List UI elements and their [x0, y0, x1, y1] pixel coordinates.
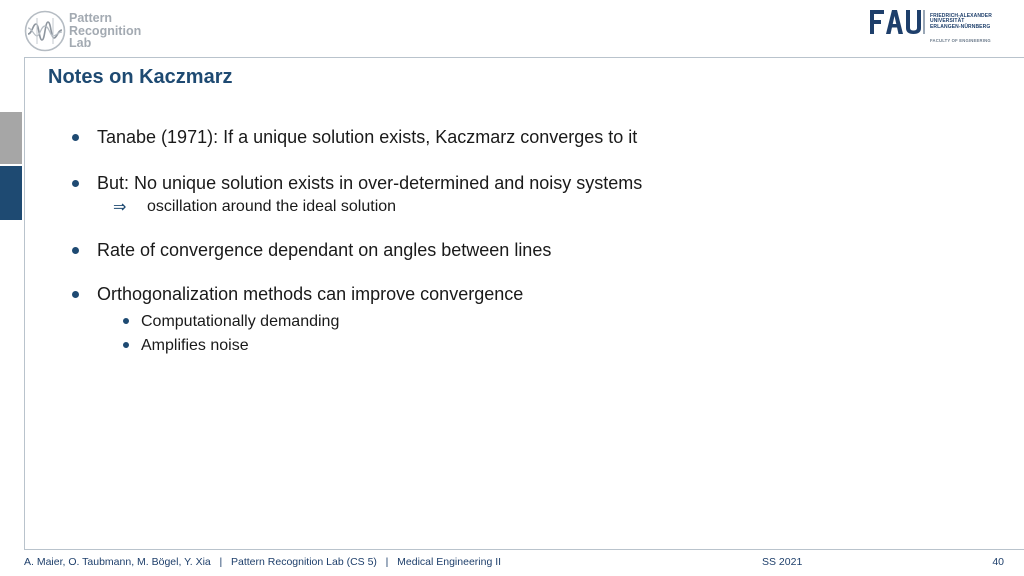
sub-bullet-item	[117, 311, 970, 332]
lab-name	[69, 12, 141, 50]
frame-top-line	[24, 57, 1024, 58]
bullet-item	[70, 126, 970, 148]
fau-name-line-2: UNIVERSITÄT	[930, 18, 965, 25]
sub-bullet-item	[117, 335, 970, 356]
fau-faculty: FACULTY OF ENGINEERING	[930, 38, 991, 43]
fau-name-line-1: FRIEDRICH-ALEXANDER	[930, 13, 992, 19]
slide-content	[70, 126, 970, 359]
bullet-dot	[72, 291, 79, 298]
implication-item	[113, 196, 970, 217]
side-tab-active	[0, 166, 22, 220]
bullet-text: Rate of convergence dependant on angles between lines	[97, 240, 552, 260]
frame-bottom-line	[24, 549, 1024, 550]
footer-semester: SS 2021	[762, 556, 803, 568]
slide-header	[0, 0, 1024, 58]
implication-text: oscillation around the ideal solution	[147, 198, 397, 215]
bullet-text: But: No unique solution exists in over-determined and noisy systems	[97, 173, 643, 193]
footer-authors: A. Maier, O. Taubmann, M. Bögel, Y. Xia | Pattern Recognition Lab (CS 5) | Medical Engineering II	[24, 556, 502, 568]
lab-name-line-3: Lab	[69, 36, 92, 50]
sub-list	[97, 311, 970, 356]
slide-footer	[24, 556, 1004, 570]
bullet-item	[70, 239, 970, 261]
bullet-text: Orthogonalization methods can improve convergence	[97, 284, 524, 304]
sub-bullet-dot	[123, 318, 129, 324]
side-tab-inactive	[0, 112, 22, 164]
sub-bullet-text: Computationally demanding	[141, 313, 340, 330]
fau-name-line-3: ERLANGEN-NÜRNBERG	[930, 23, 991, 30]
lab-name-line-2: Recognition	[69, 23, 142, 38]
bullet-dot	[72, 247, 79, 254]
bullet-text: Tanabe (1971): If a unique solution exists, Kaczmarz converges to it	[97, 127, 638, 147]
fau-logo-icon	[870, 8, 926, 36]
sub-bullet-text: Amplifies noise	[141, 337, 249, 354]
implies-arrow-icon: ⇒	[113, 197, 127, 216]
bullet-item	[70, 172, 970, 217]
pattern-recognition-emblem-icon	[24, 10, 66, 52]
pattern-recognition-lab-logo	[24, 10, 154, 52]
fau-logo	[870, 8, 1000, 46]
bullet-dot	[72, 180, 79, 187]
bullet-dot	[72, 134, 79, 141]
sub-list	[97, 196, 970, 217]
page-number: 40	[992, 556, 1004, 568]
fau-name	[930, 14, 992, 30]
bullet-item	[70, 283, 970, 356]
frame-left-line	[24, 57, 25, 549]
lab-name-line-1: Pattern	[69, 11, 113, 25]
sub-bullet-dot	[123, 342, 129, 348]
slide-title: Notes on Kaczmarz	[48, 66, 233, 88]
